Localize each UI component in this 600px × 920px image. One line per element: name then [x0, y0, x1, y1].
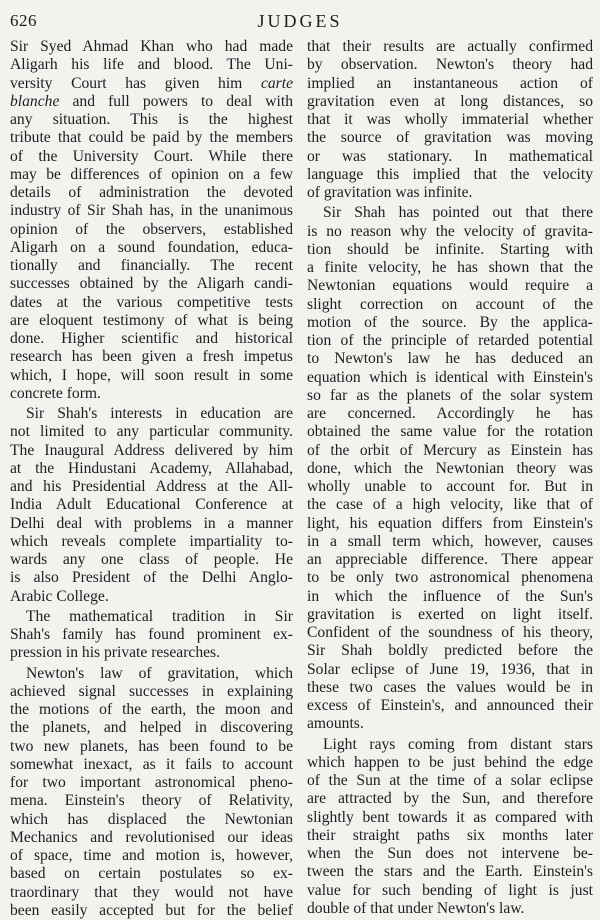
text-line: The mathematical tradition in Sir [10, 608, 293, 626]
text-line: a finite velocity, he has shown that the [307, 259, 593, 277]
text-line: their straight paths six months later [307, 827, 593, 845]
text-line: Delhi deal with problems in a manner [10, 515, 293, 533]
text-line: to Newton's law he has deduced an [307, 350, 593, 368]
text-line: of the Sun at the time of a solar eclipse [307, 772, 593, 790]
paragraph [307, 38, 593, 202]
text-line: which, I hope, will soon result in some [10, 367, 293, 385]
text-line: versity Court has given him carte [10, 75, 293, 93]
text-line: are concerned. Accordingly he has [307, 405, 593, 423]
text-line: the planets, and helped in discovering [10, 719, 293, 737]
text-line: or was stationary. In mathematical [307, 148, 593, 166]
text-line: and his Presidential Address at the All- [10, 478, 293, 496]
paragraph [307, 736, 593, 919]
text-line: Newtonian equations would require a [307, 277, 593, 295]
paragraph [10, 665, 293, 920]
running-head: JUDGES [0, 11, 600, 32]
text-line: done, which the Newtonian theory was [307, 460, 593, 478]
text-line: for two important astronomical pheno- [10, 774, 293, 792]
text-line: that their results are actually confirmed [307, 38, 593, 56]
text-line: language this implied that the velocity [307, 166, 593, 184]
text-line: somewhat inexact, as it fails to account [10, 756, 293, 774]
text-line: by observation. Newton's theory had [307, 56, 593, 74]
text-line: achieved signal successes in explaining [10, 683, 293, 701]
text-line: tion should be infinite. Starting with [307, 241, 593, 259]
text-line: blanche and full powers to deal with [10, 93, 293, 111]
text-line: tionally and financially. The recent [10, 257, 293, 275]
text-line: traordinary that they would not have [10, 884, 293, 902]
text-line: successes obtained by the Aligarh candi- [10, 275, 293, 293]
text-line: Confident of the soundness of his theory, [307, 624, 593, 642]
text-line: is no reason why the velocity of gravita- [307, 223, 593, 241]
text-line: slightly bent towards it as compared with [307, 809, 593, 827]
text-line: not limited to any particular community. [10, 423, 293, 441]
text-line: implied an instantaneous action of [307, 75, 593, 93]
text-line: in a small term which, however, causes [307, 533, 593, 551]
text-line: light, his equation differs from Einstein's [307, 515, 593, 533]
text-line: at the Hindustani Academy, Allahabad, [10, 460, 293, 478]
text-line: gravitation even at long distances, so [307, 93, 593, 111]
page-number: 626 [10, 11, 37, 31]
text-line: Aligarh his life and blood. The Uni- [10, 56, 293, 74]
text-line: are eloquent testimony of what is being [10, 312, 293, 330]
text-line: Sir Syed Ahmad Khan who had made [10, 38, 293, 56]
page-header [0, 11, 600, 35]
text-line: equation which is identical with Einstein's [307, 369, 593, 387]
text-line: opinion of the observers, established [10, 221, 293, 239]
text-line: The Inaugural Address delivered by him [10, 442, 293, 460]
right-column [307, 38, 593, 918]
text-line: dates at the various competitive tests [10, 294, 293, 312]
paragraph [307, 204, 593, 733]
paragraph [10, 405, 293, 606]
left-column [10, 38, 293, 920]
text-line: which happen to be just behind the edge [307, 754, 593, 772]
text-line: Arabic College. [10, 588, 293, 606]
text-line: industry of Sir Shah has, in the unanimous [10, 202, 293, 220]
text-line: based on certain postulates so ex- [10, 865, 293, 883]
text-line: amounts. [307, 715, 593, 733]
text-line: Sir Shah has pointed out that there [307, 204, 593, 222]
text-line: an appreciable difference. There appear [307, 551, 593, 569]
text-line: wards any one class of people. He [10, 551, 293, 569]
paragraph [10, 38, 293, 403]
text-line: these two cases the values would be in [307, 679, 593, 697]
text-line: slight correction on account of the [307, 296, 593, 314]
text-line: is also President of the Delhi Anglo- [10, 569, 293, 587]
text-line: Newton's law of gravitation, which [10, 665, 293, 683]
text-line: Sir Shah boldly predicted before the [307, 642, 593, 660]
text-line: tribute that could be paid by the members [10, 129, 293, 147]
text-line: may be differences of opinion on a few [10, 166, 293, 184]
text-line: Light rays coming from distant stars [307, 736, 593, 754]
text-line: any situation. This is the highest [10, 111, 293, 129]
text-line: gravitation is exerted on light itself. [307, 606, 593, 624]
text-line: Shah's family has found prominent ex- [10, 626, 293, 644]
text-line: double of that under Newton's law. [307, 900, 593, 918]
text-line: mena. Einstein's theory of Relativity, [10, 792, 293, 810]
text-line: tween the stars and the Earth. Einstein's [307, 863, 593, 881]
text-line: details of administration the devoted [10, 184, 293, 202]
text-line: value for such bending of light is just [307, 882, 593, 900]
text-line: research has been given a fresh impetus [10, 348, 293, 366]
text-line: of the University Court. While there [10, 148, 293, 166]
text-line: two new planets, has been found to be [10, 738, 293, 756]
text-line: excess of Einstein's, and announced their [307, 697, 593, 715]
text-line: of gravitation was infinite. [307, 184, 593, 202]
text-line: of space, time and motion is, however, [10, 847, 293, 865]
text-line: of the orbit of Mercury as Einstein has [307, 442, 593, 460]
text-line: in which the influence of the Sun's [307, 588, 593, 606]
text-line: pression in his private researches. [10, 644, 293, 662]
text-line: tion of the principle of retarded potential [307, 332, 593, 350]
paragraph [10, 608, 293, 663]
text-line: done. Higher scientific and historical [10, 330, 293, 348]
text-line: the source of gravitation was moving [307, 129, 593, 147]
text-line: wholly unable to account for. But in [307, 478, 593, 496]
text-line: are attracted by the Sun, and therefore [307, 790, 593, 808]
text-line: been easily accepted but for the belief [10, 902, 293, 920]
text-line: that it was wholly immaterial whether [307, 111, 593, 129]
text-line: motion of the source. By the applica- [307, 314, 593, 332]
text-line: which reveals complete impartiality to- [10, 533, 293, 551]
text-line: India Adult Educational Conference at [10, 496, 293, 514]
text-line: which has displaced the Newtonian [10, 811, 293, 829]
text-line: so far as the planets of the solar system [307, 387, 593, 405]
text-line: obtained the same value for the rotation [307, 423, 593, 441]
text-line: the motions of the earth, the moon and [10, 701, 293, 719]
text-line: Mechanics and revolutionised our ideas [10, 829, 293, 847]
text-line: concrete form. [10, 385, 293, 403]
text-line: Aligarh on a sound foundation, educa- [10, 239, 293, 257]
text-line: when the Sun does not intervene be- [307, 845, 593, 863]
text-line: Solar eclipse of June 19, 1936, that in [307, 661, 593, 679]
text-line: to be only two astronomical phenomena [307, 569, 593, 587]
text-line: Sir Shah's interests in education are [10, 405, 293, 423]
text-line: the case of a high velocity, like that of [307, 496, 593, 514]
